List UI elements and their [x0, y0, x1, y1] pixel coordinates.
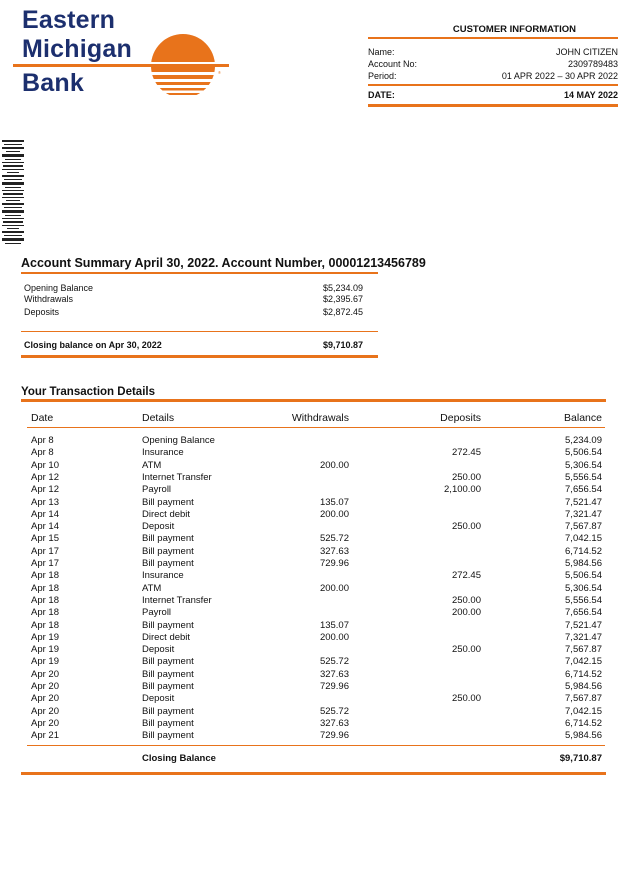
transaction-details: Internet Transfer — [142, 594, 212, 606]
transaction-withdrawal: 200.00 — [319, 631, 349, 643]
transaction-details: ATM — [142, 459, 162, 471]
header-withdrawals: Withdrawals — [291, 412, 349, 424]
transaction-balance: 7,321.47 — [565, 631, 602, 643]
transaction-header-rule — [27, 427, 605, 428]
account-number-value: 2309789483 — [567, 59, 618, 69]
customer-name-label: Name: — [368, 47, 395, 57]
transaction-date: Apr 12 — [31, 484, 59, 496]
transaction-date: Apr 8 — [31, 447, 54, 459]
transaction-deposit: 272.45 — [451, 570, 481, 582]
header-deposits: Deposits — [440, 412, 481, 424]
summary-label: Deposits — [24, 307, 60, 317]
transaction-date: Apr 21 — [31, 730, 59, 742]
summary-value: $2,395.67 — [322, 294, 363, 304]
statement-date-label: DATE: — [368, 90, 395, 100]
transaction-balance: 7,521.47 — [565, 496, 602, 508]
logo-text-line2: Michigan — [22, 35, 132, 63]
transaction-balance: 5,506.54 — [565, 570, 602, 582]
transaction-date: Apr 20 — [31, 705, 59, 717]
account-summary-rule-top — [21, 272, 378, 274]
transaction-balance: 7,567.87 — [565, 693, 602, 705]
transaction-balance: 7,656.54 — [565, 484, 602, 496]
transaction-date: Apr 14 — [31, 508, 59, 520]
transaction-details: Bill payment — [142, 705, 194, 717]
account-summary-title: Account Summary April 30, 2022. Account Number, 00001213456789 — [21, 256, 426, 270]
transaction-balance: 5,306.54 — [565, 582, 602, 594]
transaction-details: Opening Balance — [142, 435, 215, 446]
transaction-details: Bill payment — [142, 545, 194, 557]
transaction-details: Deposit — [142, 521, 175, 533]
transaction-withdrawal: 327.63 — [319, 717, 349, 729]
transaction-details: Bill payment — [142, 730, 194, 742]
transaction-withdrawal: 525.72 — [319, 533, 349, 545]
transaction-withdrawal: 327.63 — [319, 545, 349, 557]
transaction-withdrawal: 729.96 — [319, 681, 349, 692]
table-row — [0, 447, 631, 459]
table-row — [0, 632, 631, 644]
transaction-details: Direct debit — [142, 631, 191, 643]
transaction-details: Bill payment — [142, 681, 194, 692]
transaction-details: Deposit — [142, 693, 175, 705]
transaction-balance: 7,042.15 — [565, 533, 602, 545]
transaction-closing-value: $9,710.87 — [559, 753, 602, 764]
transaction-withdrawal: 525.72 — [319, 656, 349, 668]
transaction-withdrawal: 135.07 — [319, 619, 349, 631]
customer-info-rule-top — [368, 37, 618, 39]
transaction-date: Apr 19 — [31, 631, 59, 643]
customer-info-title: CUSTOMER INFORMATION — [452, 24, 576, 35]
table-row — [0, 546, 631, 558]
transaction-withdrawal: 200.00 — [319, 508, 349, 520]
table-row — [0, 669, 631, 681]
transaction-balance: 7,042.15 — [565, 705, 602, 717]
transaction-rule-bottom — [21, 772, 606, 775]
transaction-details-title: Your Transaction Details — [21, 386, 155, 398]
transaction-details: Bill payment — [142, 656, 194, 668]
transaction-balance: 6,714.52 — [565, 717, 602, 729]
transaction-deposit: 250.00 — [451, 693, 481, 705]
table-row — [0, 435, 631, 447]
period-label: Period: — [368, 71, 397, 81]
table-row — [0, 558, 631, 570]
transaction-details: Deposit — [142, 644, 175, 656]
transaction-date: Apr 18 — [31, 594, 59, 606]
summary-label: Withdrawals — [24, 294, 74, 304]
table-row — [0, 533, 631, 545]
customer-info-rule-mid — [368, 84, 618, 86]
transaction-details: Direct debit — [142, 508, 191, 520]
transaction-details: Bill payment — [142, 668, 194, 680]
transaction-details: Payroll — [142, 484, 172, 496]
table-row — [0, 595, 631, 607]
transaction-withdrawal: 200.00 — [319, 582, 349, 594]
transaction-balance: 5,234.09 — [565, 435, 602, 446]
transaction-deposit: 250.00 — [451, 594, 481, 606]
transaction-balance: 5,556.54 — [565, 594, 602, 606]
transaction-withdrawal: 200.00 — [319, 459, 349, 471]
transaction-balance: 7,042.15 — [565, 656, 602, 668]
transaction-closing-row — [0, 753, 631, 765]
table-row — [0, 681, 631, 693]
svg-text:®: ® — [218, 70, 221, 75]
transaction-date: Apr 20 — [31, 681, 59, 692]
transaction-details: Bill payment — [142, 619, 194, 631]
transaction-balance: 5,984.56 — [565, 558, 602, 569]
summary-row-withdrawals — [24, 294, 363, 305]
transaction-deposit: 250.00 — [451, 471, 481, 483]
transaction-closing-rule — [27, 745, 605, 746]
transaction-withdrawal: 525.72 — [319, 705, 349, 717]
transaction-balance: 5,984.56 — [565, 681, 602, 692]
transaction-date: Apr 8 — [31, 435, 54, 446]
table-row — [0, 460, 631, 472]
period-value: 01 APR 2022 – 30 APR 2022 — [501, 71, 618, 81]
transaction-withdrawal: 135.07 — [319, 496, 349, 508]
transaction-date: Apr 18 — [31, 570, 59, 582]
header-balance: Balance — [564, 412, 602, 424]
transaction-balance: 7,567.87 — [565, 521, 602, 533]
logo-text-line3: Bank — [22, 69, 84, 97]
transaction-details: Insurance — [142, 570, 184, 582]
transaction-date: Apr 15 — [31, 533, 59, 545]
customer-info-rule-bottom — [368, 104, 618, 107]
transaction-balance: 5,556.54 — [565, 471, 602, 483]
transaction-date: Apr 20 — [31, 693, 59, 705]
transaction-balance: 6,714.52 — [565, 668, 602, 680]
transaction-details: Bill payment — [142, 558, 194, 569]
transaction-balance: 7,656.54 — [565, 607, 602, 619]
account-summary-rule-bottom — [21, 355, 378, 358]
transaction-deposit: 250.00 — [451, 644, 481, 656]
table-row — [0, 509, 631, 521]
transaction-details: Internet Transfer — [142, 471, 212, 483]
closing-balance-label: Closing balance on Apr 30, 2022 — [24, 340, 162, 350]
transaction-date: Apr 20 — [31, 717, 59, 729]
header-details: Details — [142, 412, 175, 424]
transaction-withdrawal: 729.96 — [319, 730, 349, 742]
transaction-date: Apr 10 — [31, 459, 59, 471]
logo-underline — [13, 64, 229, 67]
transaction-withdrawal: 327.63 — [319, 668, 349, 680]
table-row — [0, 570, 631, 582]
table-row — [0, 472, 631, 484]
logo-text-line1: Eastern — [22, 6, 116, 34]
table-row — [0, 484, 631, 496]
transaction-details: Bill payment — [142, 496, 194, 508]
transaction-balance: 7,521.47 — [565, 619, 602, 631]
table-row — [0, 521, 631, 533]
table-row — [0, 620, 631, 632]
transaction-details: Bill payment — [142, 533, 194, 545]
table-row — [0, 583, 631, 595]
customer-name-value: JOHN CITIZEN — [556, 47, 618, 57]
summary-row-opening — [24, 283, 363, 294]
table-row — [0, 730, 631, 742]
transaction-balance: 7,567.87 — [565, 644, 602, 656]
summary-value: $5,234.09 — [322, 283, 363, 293]
table-row — [0, 607, 631, 619]
statement-date-value: 14 MAY 2022 — [563, 90, 618, 100]
transaction-balance: 5,506.54 — [565, 447, 602, 459]
table-row — [0, 656, 631, 668]
transaction-date: Apr 17 — [31, 545, 59, 557]
barcode-icon — [2, 140, 24, 246]
transaction-date: Apr 18 — [31, 619, 59, 631]
transaction-date: Apr 18 — [31, 607, 59, 619]
transaction-deposit: 250.00 — [451, 521, 481, 533]
transaction-date: Apr 14 — [31, 521, 59, 533]
summary-label: Opening Balance — [24, 283, 94, 293]
transaction-date: Apr 12 — [31, 471, 59, 483]
transaction-balance: 6,714.52 — [565, 545, 602, 557]
transaction-date: Apr 19 — [31, 644, 59, 656]
transaction-date: Apr 20 — [31, 668, 59, 680]
transaction-balance: 7,321.47 — [565, 508, 602, 520]
transaction-deposit: 2,100.00 — [444, 484, 481, 496]
transaction-deposit: 200.00 — [451, 607, 481, 619]
transaction-withdrawal: 729.96 — [319, 558, 349, 569]
table-row — [0, 497, 631, 509]
summary-closing-row — [24, 340, 363, 351]
transaction-closing-label: Closing Balance — [142, 753, 216, 764]
summary-value: $2,872.45 — [322, 307, 363, 317]
transaction-balance: 5,984.56 — [565, 730, 602, 742]
transaction-details: Payroll — [142, 607, 172, 619]
table-row — [0, 644, 631, 656]
transaction-date: Apr 19 — [31, 656, 59, 668]
transaction-rule-top — [21, 399, 606, 402]
table-row — [0, 706, 631, 718]
transaction-deposit: 272.45 — [451, 447, 481, 459]
account-summary-rule-mid — [21, 331, 378, 332]
table-row — [0, 718, 631, 730]
transaction-balance: 5,306.54 — [565, 459, 602, 471]
transaction-details: Insurance — [142, 447, 184, 459]
table-row — [0, 693, 631, 705]
transaction-date: Apr 13 — [31, 496, 59, 508]
account-number-label: Account No: — [368, 59, 418, 69]
summary-row-deposits — [24, 307, 363, 318]
header-date: Date — [31, 412, 54, 424]
closing-balance-value: $9,710.87 — [322, 340, 363, 350]
transaction-date: Apr 18 — [31, 582, 59, 594]
transaction-date: Apr 17 — [31, 558, 59, 569]
transaction-details: Bill payment — [142, 717, 194, 729]
transaction-details: ATM — [142, 582, 162, 594]
